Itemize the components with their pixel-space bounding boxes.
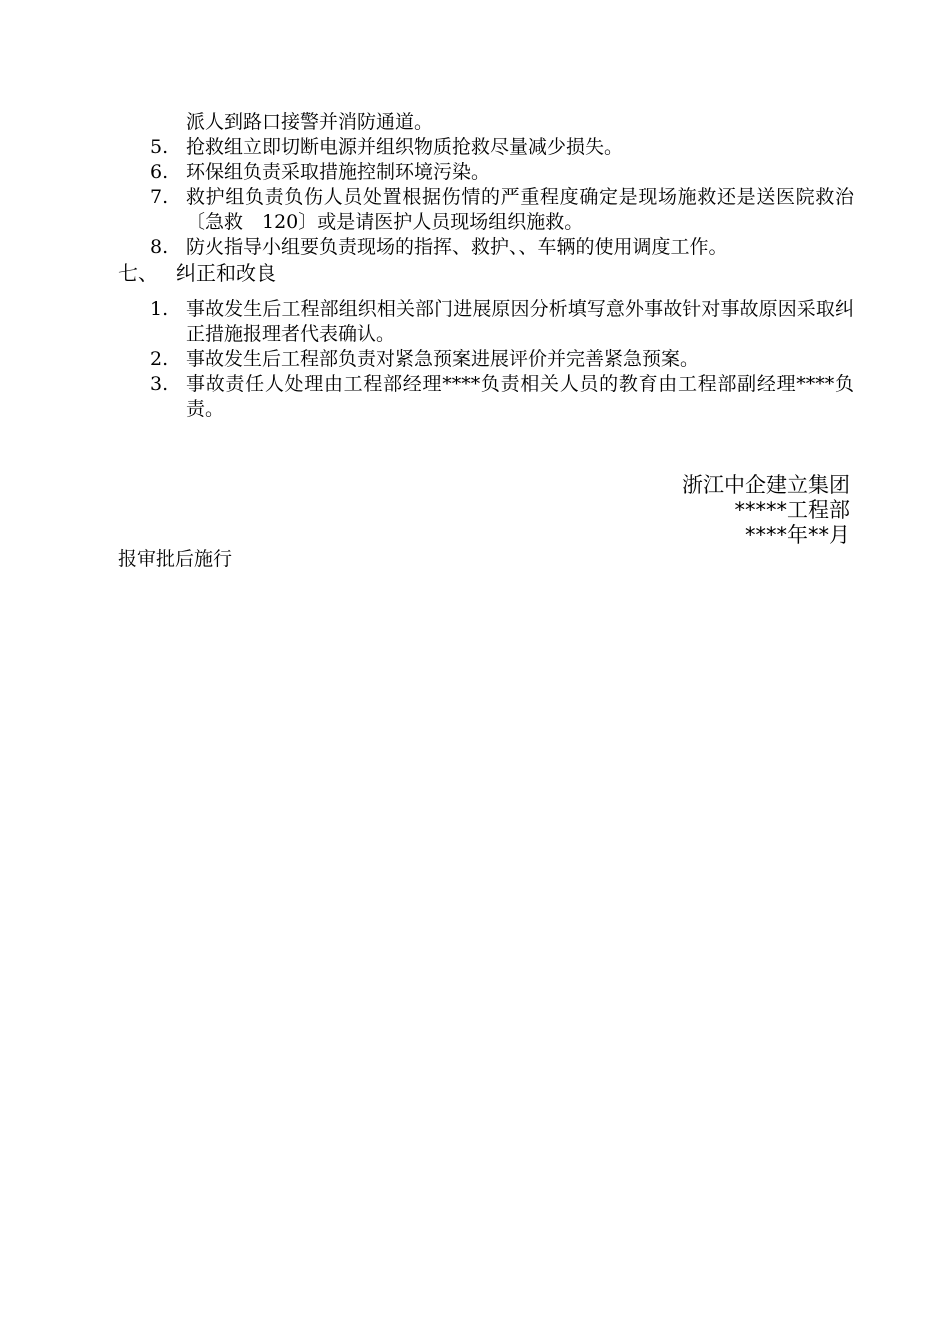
signature-date: ****年**月 [745, 523, 850, 547]
section-number: 七、 [118, 261, 158, 285]
list-item-text: 事故发生后工程部负责对紧急预案进展评价并完善紧急预案。 [186, 348, 700, 370]
list-item [0, 347, 950, 372]
approval-note: 报审批后施行 [118, 548, 233, 570]
list-item-text: 防火指导小组要负责现场的指挥、救护、、车辆的使用调度工作。 [186, 236, 728, 258]
list-item-number: 3. [150, 373, 169, 395]
signature-company: 浙江中企建立集团 [682, 473, 850, 497]
list-item-continuation [0, 110, 950, 135]
list-item-number: 5. [150, 136, 169, 158]
list-item-text: 救护组负责负伤人员处置根据伤情的严重程度确定是现场施救还是送医院救治〔急救 120〕或是请医护人员现场组织施救。 [186, 186, 854, 233]
list-item-number: 7. [150, 186, 169, 208]
list-item-number: 2. [150, 348, 169, 370]
list-item-text: 事故责任人处理由工程部经理****负责相关人员的教育由工程部副经理****负责。 [186, 373, 854, 420]
section-heading [118, 259, 276, 287]
correction-list [0, 297, 950, 422]
list-item-text: 抢救组立即切断电源并组织物质抢救尽量减少损失。 [186, 136, 624, 158]
list-item-text: 环保组负责采取措施控制环境污染。 [186, 161, 491, 183]
list-item-number: 1. [150, 298, 169, 320]
list-item-text: 事故发生后工程部组织相关部门进展原因分析填写意外事故针对事故原因采取纠正措施报理者代表确认。 [186, 298, 854, 345]
list-item-number: 6. [150, 161, 169, 183]
list-item [0, 185, 950, 235]
list-item [0, 160, 950, 185]
list-item [0, 235, 950, 260]
list-item-text: 派人到路口接警并消防通道。 [186, 111, 434, 133]
list-item-number: 8. [150, 236, 169, 258]
list-item [0, 372, 950, 422]
list-item [0, 297, 950, 347]
signature-department: *****工程部 [734, 498, 850, 522]
emergency-response-list [0, 110, 950, 260]
list-item [0, 135, 950, 160]
section-title: 纠正和改良 [176, 261, 276, 285]
